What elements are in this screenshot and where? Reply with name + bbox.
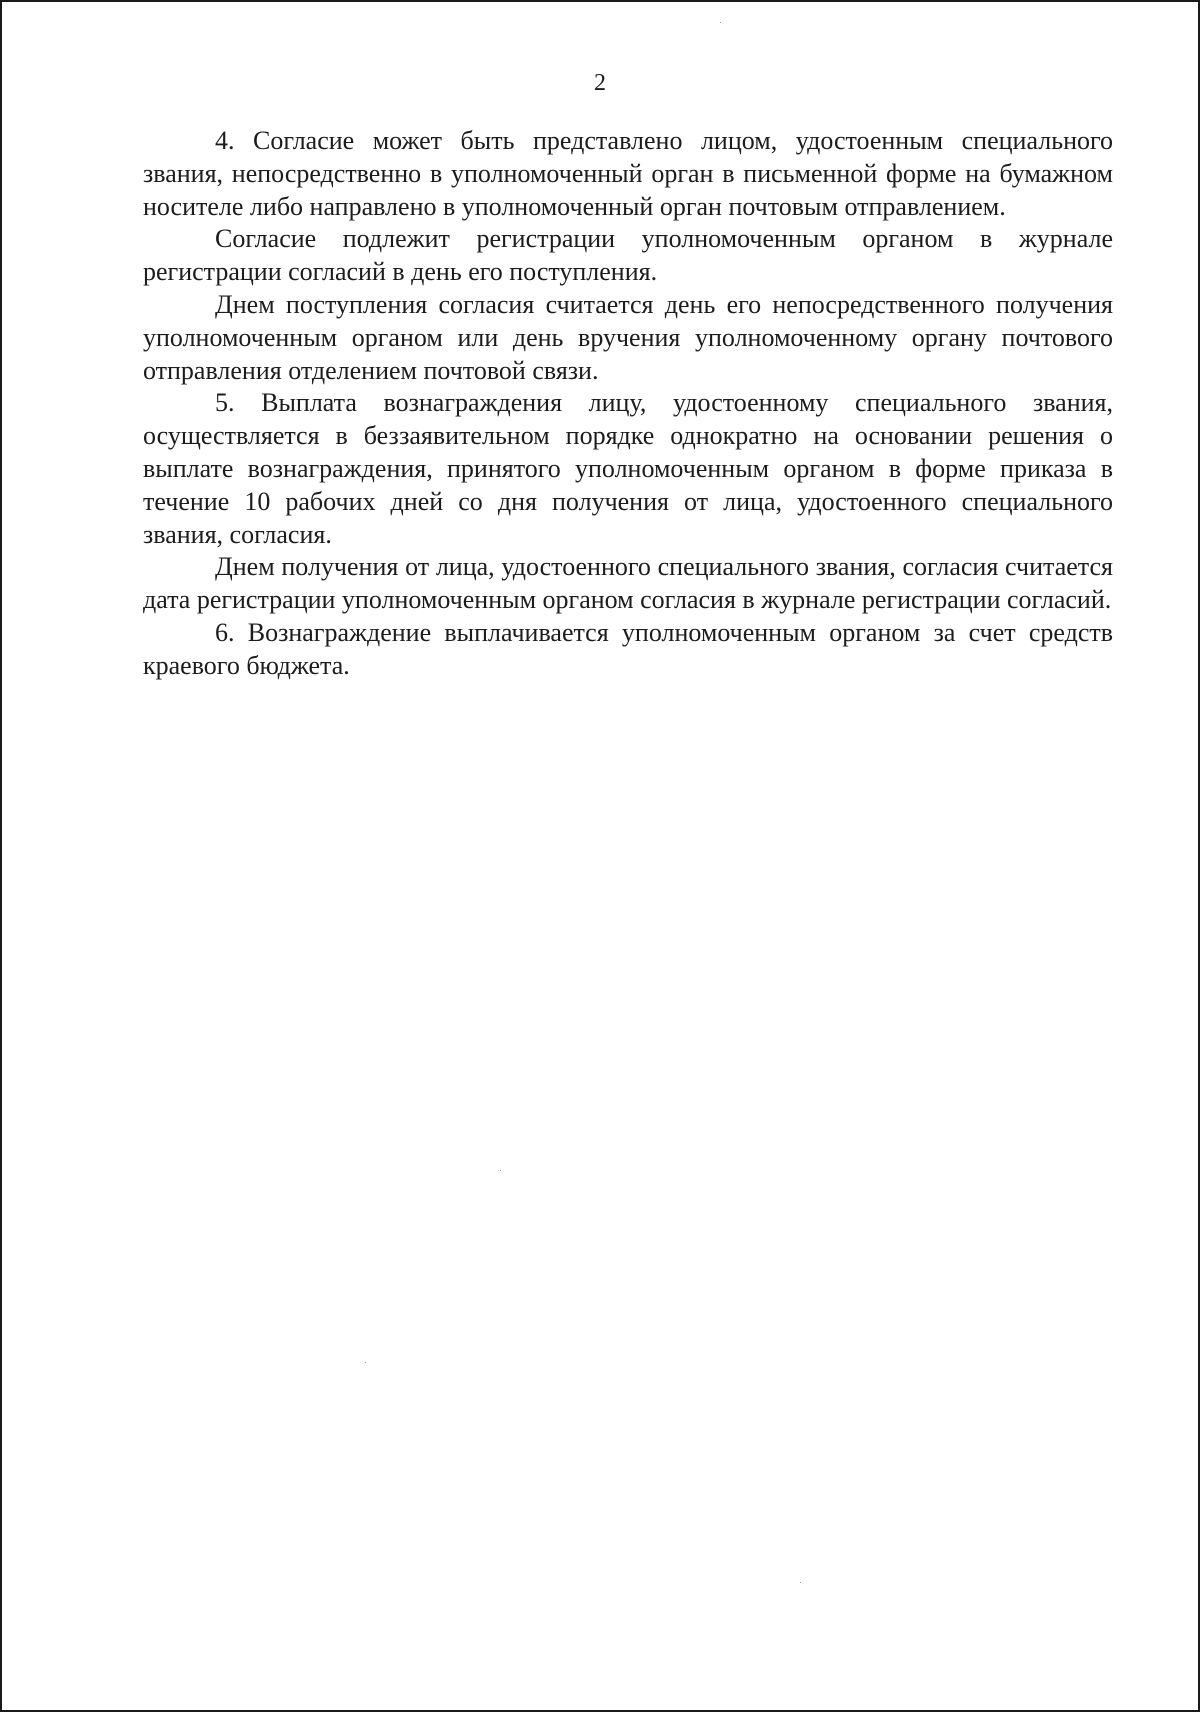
scan-speck (720, 22, 721, 23)
scan-edge-top (0, 0, 1200, 2)
paragraph-receipt-day: Днем поступления согласия считается день его непосредственного получения уполномоченным органом или день вручения уполномоченному органу почтового отправления отделением почтовой связи. (143, 289, 1113, 385)
scan-speck (500, 1170, 501, 1171)
paragraph-4: 4. Согласие может быть представлено лицом, удостоенным специального звания, непосредственно в уполномоченный орган в письменной форме на бумажном носителе либо направлено в уполномоченный орган почтовым отправлением. (143, 126, 1113, 221)
scan-speck (365, 1362, 366, 1363)
paragraph-registration: Согласие подлежит регистрации уполномоченным органом в журнале регистрации согласий в день его поступления. (143, 224, 1113, 287)
scan-edge-left (0, 0, 2, 1712)
page-number: 2 (594, 70, 606, 96)
scan-speck (800, 1582, 801, 1583)
document-body (143, 125, 1113, 683)
paragraph-6: 6. Вознаграждение выплачивается уполномоченным органом за счет средств краевого бюджета. (143, 617, 1113, 680)
paragraph-5: 5. Выплата вознаграждения лицу, удостоенному специального звания, осуществляется в беззаявительном порядке однократно на основании решения о выплате вознаграждения, принятого уполномоченным органом в форме приказа в течение 10 рабочих дней со дня получения от лица, удостоенного специального звания, согласия. (143, 388, 1113, 549)
paragraph-consent-date: Днем получения от лица, удостоенного специального звания, согласия считается дата регистрации уполномоченным органом согласия в журнале регистрации согласий. (143, 552, 1113, 615)
